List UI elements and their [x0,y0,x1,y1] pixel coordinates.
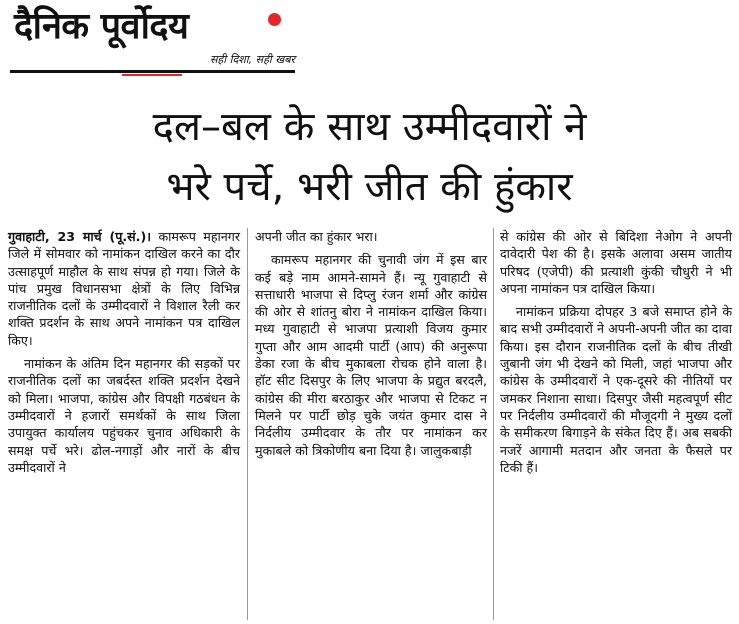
masthead-rule [10,70,295,73]
column-divider [493,228,494,620]
column-divider [247,228,248,620]
paragraph-text: कामरूप महानगर जिले में सोमवार को नामांकन दाखिल करने का दौर उत्साहपूर्ण माहौल के साथ संपन्न हो गया। जिले के पांच प्रमुख विधानसभा क्षेत्रों के लिए विभिन्न राजनीतिक दलों के उम्मीदवारों ने विशाल रैली कर शक्ति प्रदर्शन के साथ अपने नामांकन पत्र दाखिल किए। [8,229,241,348]
article-column-3 [500,228,732,482]
article-paragraph [8,228,240,349]
article-column-2 [255,228,487,465]
article-paragraph: नामांकन प्रक्रिया दोपहर 3 बजे समाप्त होने के बाद सभी उम्मीदवारों ने अपनी-अपनी जीत का दावा किया। इस दौरान राजनीतिक दलों के बीच तीखी जुबानी जंग भी देखने को मिली, जहां भाजपा और कांग्रेस के उम्मीदवारों ने एक-दूसरे की नीतियों पर जमकर निशाना साधा। दिसपुर जैसी महत्वपूर्ण सीट पर निर्दलीय उम्मीदवारों की मौजूदगी ने मुख्य दलों के समीकरण बिगाड़ने के संकेत दिए हैं। अब सबकी नजरें आगामी मतदान और जनता के फैसले पर टिकी हैं। [500,304,732,475]
article-paragraph: से कांग्रेस की ओर से बिदिशा नेओग ने अपनी दावेदारी पेश की है। इसके अलावा असम जातीय परिषद (एजेपी) की प्रत्याशी कुंकी चौधुरी ने भी अपना नामांकन पत्र दाखिल किया। [500,229,732,296]
newspaper-tagline: सही दिशा, सही खबर [210,53,296,66]
article-paragraph: नामांकन के अंतिम दिन महानगर की सड़कों पर राजनीतिक दलों का जबर्दस्त शक्ति प्रदर्शन देखने को मिला। भाजपा, कांग्रेस और विपक्षी गठबंधन के उम्मीदवारों ने हजारों समर्थकों के साथ जिला उपायुक्त कार्यालय पहुंचकर चुनाव अधिकारी के समक्ष पर्चे भरे। ढोल-नगाड़ों और नारों के बीच उम्मीदवारों ने [8,356,240,475]
article-paragraph: कामरूप महानगर की चुनावी जंग में इस बार कई बड़े नाम आमने-सामने हैं। न्यू गुवाहाटी से सत्ताधारी भाजपा से दिप्लु रंजन शर्मा और कांग्रेस की ओर से शांतनु बोरा ने नामांकन दाखिल किया। मध्य गुवाहाटी से भाजपा प्रत्याशी विजय कुमार गुप्ता और आम आदमी पार्टी (आप) की अनुरूपा डेका रजा के बीच मुकाबला रोचक होने वाला है। हॉट सीट दिसपुर के लिए भाजपा के प्रद्युत बरदलै, कांग्रेस की मीरा बरठाकुर और भाजपा से टिकट न मिलने पर पार्टी छोड़ चुके जयंत कुमार दास ने निर्दलीय उम्मीदवार के तौर पर नामांकन कर मुकाबले को त्रिकोणीय बना दिया है। जालुकबाड़ी [255,252,487,458]
dateline: गुवाहाटी, 23 मार्च (पू.सं.)। [8,229,151,244]
headline-line-1: दल–बल के साथ उम्मीदवारों ने [152,104,587,150]
article-column-1 [8,228,240,482]
logo-sun-dot [268,13,281,26]
masthead-accent-rule [122,74,182,76]
masthead [10,4,295,74]
article-paragraph: अपनी जीत का हुंकार भरा। [255,229,378,244]
headline-line-2: भरे पर्चे, भरी जीत की हुंकार [166,164,573,210]
newspaper-name: दैनिक पूर्वोदय [14,6,189,47]
